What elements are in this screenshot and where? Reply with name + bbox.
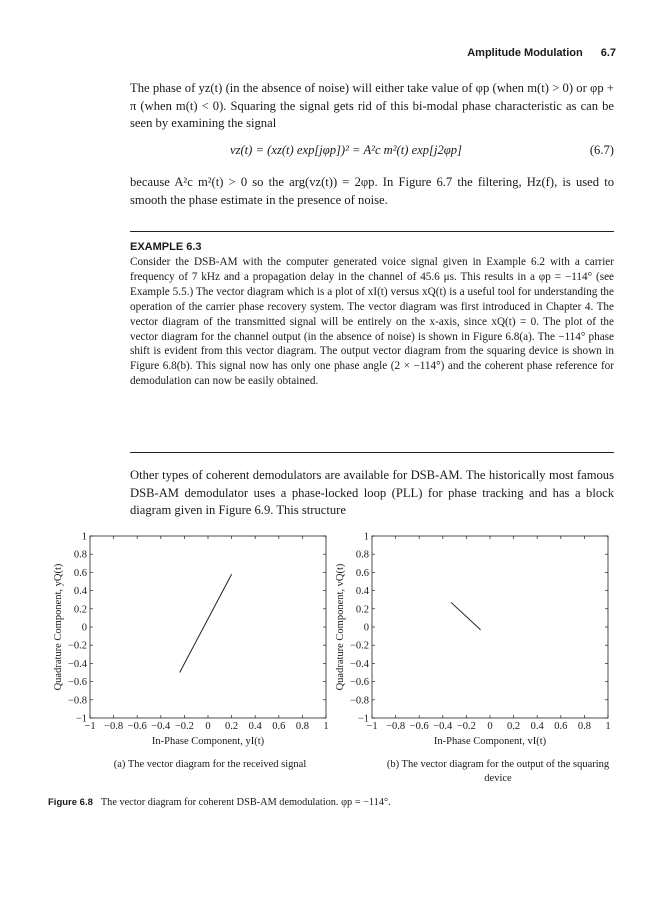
- plot-frame: [372, 536, 608, 718]
- y-tick-label: −0.2: [67, 640, 87, 652]
- equation-body: vz(t) = (xz(t) exp[jφp])² = A²c m²(t) exp[j2φp]: [230, 143, 462, 157]
- y-tick-label: 1: [363, 531, 369, 543]
- figure-label: Figure 6.8: [48, 797, 93, 808]
- y-tick-label: −0.6: [67, 677, 87, 689]
- vector-diagram-squaring: [330, 524, 620, 756]
- x-tick-label: −1: [84, 721, 96, 732]
- x-tick-label: 0.2: [225, 721, 239, 732]
- example-title: EXAMPLE 6.3: [130, 241, 202, 253]
- x-tick-label: −0.6: [409, 721, 429, 732]
- y-axis-label: Quadrature Component, yQ(t): [53, 563, 64, 691]
- x-tick-label: −0.8: [386, 721, 406, 732]
- x-tick-label: −0.8: [104, 721, 124, 732]
- example-body: Consider the DSB-AM with the computer generated voice signal given in Example 6.2 with a carrier frequency of 7 kHz and a propagation delay in the channel of 45.6 μs. This results in a φp = −114° (see Example 5.5.) The vector diagram which is a plot of xI(t) versus xQ(t) is a useful tool for understanding the operation of the carrier phase recovery system. The vector diagram was first introduced in Chapter 4. The vector diagram of the transmitted signal will be entirely on the x-axis, since xQ(t) = 0. The plot of the vector diagram for the channel output (in the absence of noise) is shown in Figure 6.8(a). The −114° phase shift is evident from this vector diagram. The output vector diagram from the squaring device is shown in Figure 6.8(b). This signal now has only one phase angle (2 × −114°) and the coherent phase reference for demodulation can now be easily obtained.: [130, 256, 614, 388]
- x-tick-label: 1: [323, 721, 329, 732]
- series-line: [451, 602, 481, 629]
- example-top-rule: [130, 231, 614, 232]
- x-tick-label: 0.6: [272, 721, 286, 732]
- x-tick-label: −0.6: [127, 721, 147, 732]
- subcaption-b: (b) The vector diagram for the output of the squaring device: [386, 759, 610, 784]
- example-bottom-rule: [130, 452, 614, 453]
- x-tick-label: 0.4: [530, 721, 544, 732]
- figure-caption-text: The vector diagram for coherent DSB-AM demodulation. φp = −114°.: [100, 797, 391, 808]
- x-tick-label: 0: [205, 721, 211, 732]
- y-tick-label: 0.6: [73, 567, 87, 579]
- y-tick-label: −0.4: [67, 658, 87, 670]
- y-tick-label: −1: [75, 713, 87, 725]
- y-tick-label: −1: [357, 713, 369, 725]
- y-tick-label: −0.4: [349, 658, 369, 670]
- x-tick-label: 0.2: [507, 721, 521, 732]
- equation-number: (6.7): [589, 143, 614, 157]
- vector-diagram-received: [48, 524, 338, 756]
- y-tick-label: 0.8: [355, 549, 369, 561]
- series-line: [180, 574, 232, 672]
- y-tick-label: −0.2: [349, 640, 369, 652]
- x-axis-label: In-Phase Component, yI(t): [151, 736, 265, 747]
- paragraph-1: The phase of yz(t) (in the absence of noise) will either take value of φp (when m(t) > 0) or φp + π (when m(t) < 0). Squaring the signal gets rid of this bi-modal phase characteristic as can be seen by examining the signal: [130, 81, 614, 130]
- x-tick-label: 0.8: [295, 721, 309, 732]
- x-tick-label: 0.4: [248, 721, 262, 732]
- y-tick-label: 0.4: [73, 586, 87, 598]
- subcaption-a: (a) The vector diagram for the received signal: [113, 759, 307, 770]
- y-tick-label: 0.2: [355, 604, 369, 616]
- y-tick-label: −0.6: [349, 677, 369, 689]
- x-tick-label: 0: [487, 721, 493, 732]
- x-tick-label: 1: [605, 721, 611, 732]
- plot-frame: [90, 536, 326, 718]
- y-tick-label: 1: [81, 531, 87, 543]
- y-tick-label: 0.2: [73, 604, 87, 616]
- paragraph-3: Other types of coherent demodulators are available for DSB-AM. The historically most famous DSB-AM demodulator uses a phase-locked loop (PLL) for phase tracking and has a block diagram given in Figure 6.9. This structure: [130, 468, 614, 517]
- y-axis-label: Quadrature Component, vQ(t): [335, 563, 346, 691]
- x-tick-label: 0.8: [577, 721, 591, 732]
- y-tick-label: 0.4: [355, 586, 369, 598]
- x-tick-label: 0.6: [554, 721, 568, 732]
- x-tick-label: −0.2: [174, 721, 194, 732]
- x-tick-label: −0.4: [151, 721, 171, 732]
- y-tick-label: −0.8: [67, 695, 87, 707]
- x-tick-label: −1: [366, 721, 378, 732]
- page-number: 6.7: [600, 47, 616, 59]
- running-header: [467, 47, 616, 59]
- x-axis-label: In-Phase Component, vI(t): [433, 736, 547, 747]
- paragraph-2: because A²c m²(t) > 0 so the arg(vz(t)) = 2φp. In Figure 6.7 the filtering, Hz(f), is used to smooth the phase estimate in the presence of noise.: [130, 175, 614, 207]
- x-tick-label: −0.2: [456, 721, 476, 732]
- header-title: Amplitude Modulation: [467, 47, 583, 59]
- y-tick-label: 0.8: [73, 549, 87, 561]
- figure-caption: [48, 797, 391, 808]
- y-tick-label: 0: [363, 622, 369, 634]
- y-tick-label: 0: [81, 622, 87, 634]
- x-tick-label: −0.4: [433, 721, 453, 732]
- y-tick-label: 0.6: [355, 567, 369, 579]
- y-tick-label: −0.8: [349, 695, 369, 707]
